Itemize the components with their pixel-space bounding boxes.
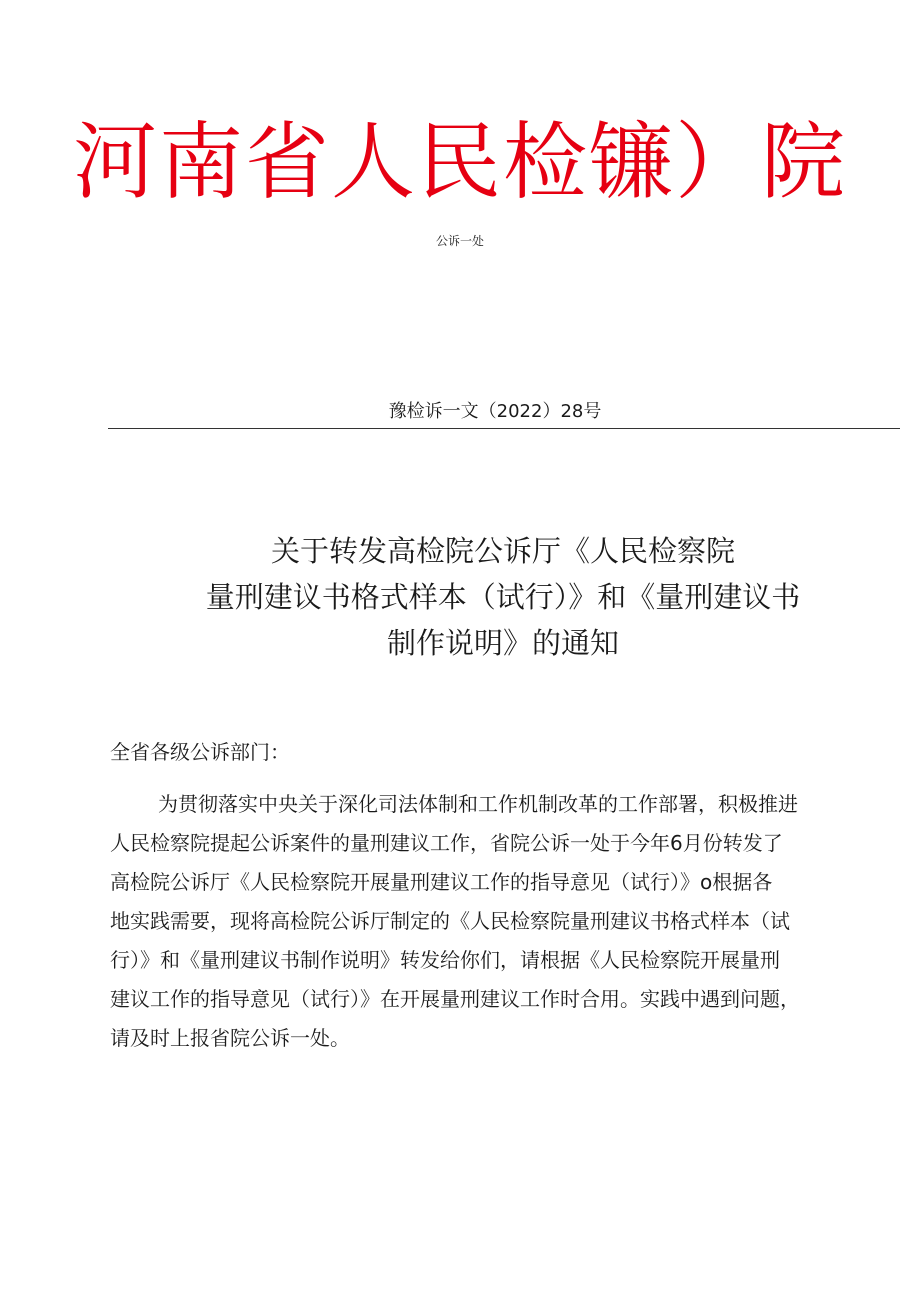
body-line: 行）》和《量刑建议书制作说明》转发给你们，请根据《人民检察院开展量刑: [110, 948, 780, 972]
body-line: 为贯彻落实中央关于深化司法体制和工作机制改革的工作部署，积极推进: [158, 792, 798, 816]
body-line: 请及时上报省院公诉一处。: [110, 1026, 350, 1050]
masthead-organization: 河南省人民检镰）院: [72, 113, 847, 211]
body-paragraph: [110, 785, 910, 1058]
title-line: 关于转发高检院公诉厅《人民检察院: [270, 534, 735, 568]
department-name: 公诉一处: [435, 234, 484, 248]
document-number: 豫检诉一文（2022）28号: [388, 401, 602, 422]
body-line: 高检院公诉厅《人民检察院开展量刑建议工作的指导意见（试行）》o根据各: [110, 870, 773, 894]
body-line: 建议工作的指导意见（试行）》在开展量刑建议工作时合用。实践中遇到问题，: [110, 987, 800, 1011]
body-line: 地实践需要，现将高检院公诉厅制定的《人民检察院量刑建议书格式样本（试: [110, 909, 790, 933]
salutation: 全省各级公诉部门：: [110, 740, 290, 764]
title-line: 制作说明》的通知: [386, 626, 619, 660]
body-line: 人民检察院提起公诉案件的量刑建议工作，省院公诉一处于今年6月份转发了: [110, 831, 783, 855]
document-title: [0, 528, 920, 666]
header-divider: [108, 428, 900, 429]
title-line: 量刑建议书格式样本（试行）》和《量刑建议书: [205, 580, 801, 614]
